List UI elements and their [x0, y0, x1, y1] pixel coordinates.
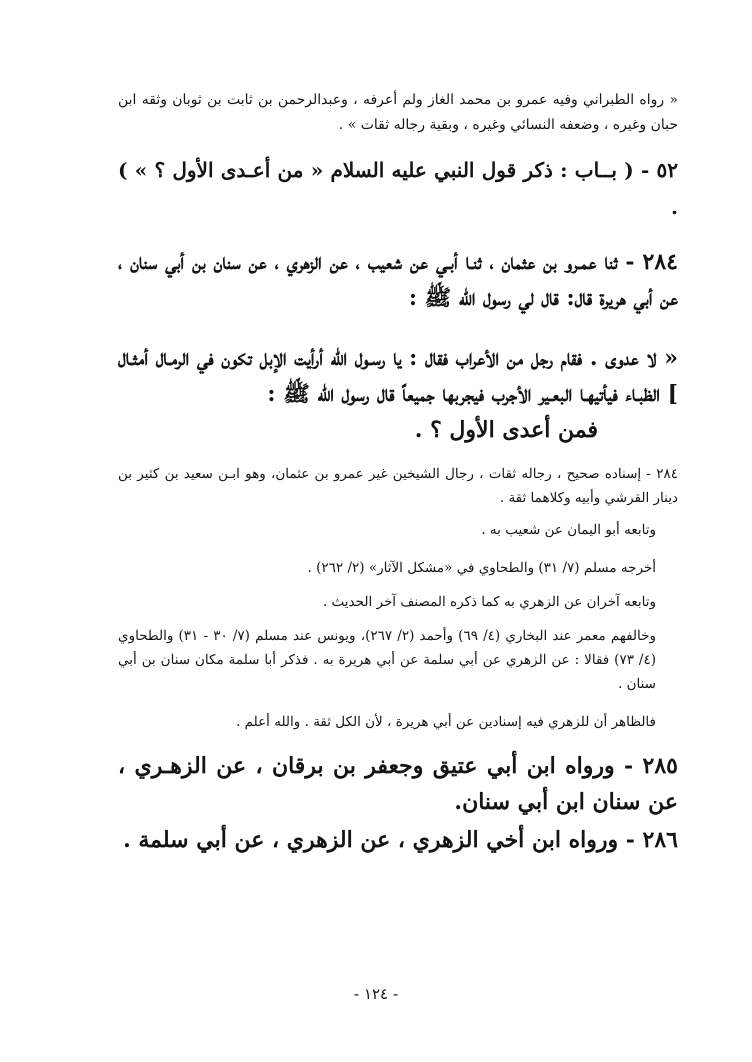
hadith-284-conclusion: فمن أعدى الأول ؟ . — [414, 417, 598, 443]
page-number: - ١٢٤ - — [353, 985, 399, 1003]
hadith-284-matn: « لا عدوى . فقام رجل من الأعراب فقال : يا رسـول الله أرأيت الإبل تكون في الرمـال أمثـال ] الظبـاء فيأتيهـا البعـير الأجرب فيجربها جميعاً قال رسول الله ﷺ : — [118, 345, 678, 407]
footnote-284-conclusion: فالظاهر أن للزهري فيه إسنادين عن أبي هريرة ، لأن الكل ثقة . والله أعلم . — [236, 714, 656, 730]
hadith-284-isnad: ٢٨٤ - ثنا عمـرو بن عثمان ، ثنـا أبـي عن شعيب ، عن الزهري ، عن سنان بن أبي سنان ، عن أبي هريرة قال: قال لي رسول الله ﷺ : — [118, 249, 678, 311]
footnote-284-contradiction: وخالفهم معمر عند البخاري (٤/ ٦٩) وأحمد (٢/ ٢٦٧)، ويونس عند مسلم (٧/ ٣٠ - ٣١) والطحاوي (٤/ ٧٣) فقالا : عن الزهري عن أبي سلمة عن أبي هريرة به . فذكر أبا سلمة مكان سنان بن أبي سنان . — [118, 628, 656, 692]
previous-takhrij-paragraph: « رواه الطبراني وفيه عمرو بن محمد الغاز ولم أعرفه ، وعبدالرحمن بن ثابت بن ثوبان وثقه ابن حبان وغيره ، وضعفه النسائي وغيره ، وبقية رجاله ثقات » . — [118, 92, 678, 133]
hadith-286: ٢٨٦ - ورواه ابن أخي الزهري ، عن الزهري ، عن أبي سلمة . — [123, 827, 678, 853]
footnote-284-others: وتابعه آخران عن الزهري به كما ذكره المصنف آخر الحديث . — [322, 594, 656, 610]
chapter-heading: ٥٢ - ( بــاب : ذكر قول النبي عليه السلام « من أعـدى الأول ؟ » ) . — [118, 158, 678, 219]
hadith-285: ٢٨٥ - ورواه ابن أبي عتيق وجعفر بن برقان ، عن الزهـري ، عن سنان ابن أبي سنان. — [118, 753, 678, 815]
footnote-284-mutabaa: وتابعه أبو اليمان عن شعيب به . — [481, 522, 656, 538]
book-page — [118, 88, 678, 858]
footnote-284-takhrij: أخرجه مسلم (٧/ ٣١) والطحاوي في «مشكل الآثار» (٢/ ٢٦٢) . — [307, 560, 656, 576]
footnote-284-grading: ٢٨٤ - إسناده صحيح ، رجاله ثقات ، رجال الشيخين غير عمرو بن عثمان، وهو ابـن سعيد بن كثير بن دينار القرشي وأبيه وكلاهما ثقة . — [118, 466, 678, 506]
